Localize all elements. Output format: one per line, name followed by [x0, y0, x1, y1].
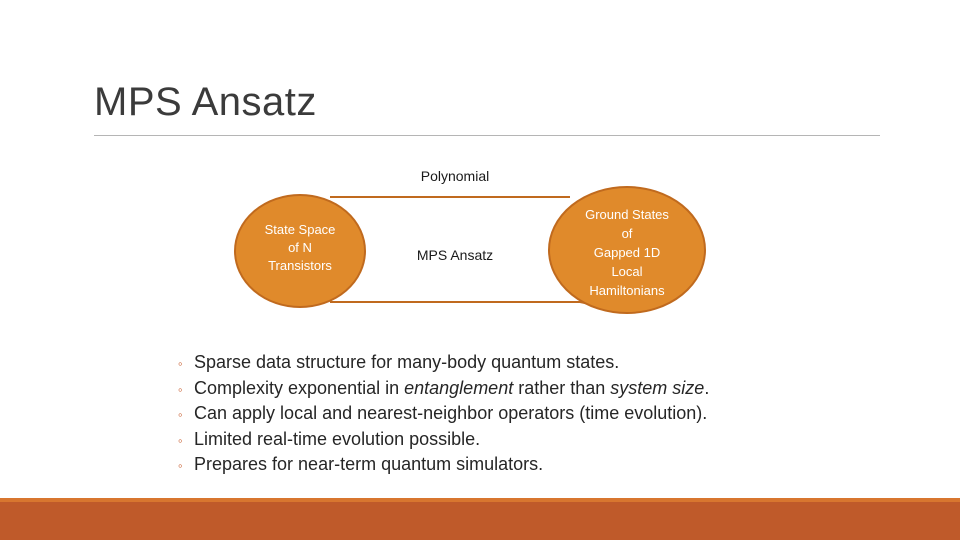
right-circle-line: Local	[611, 264, 643, 279]
bullet-item	[178, 427, 709, 453]
slide-title: MPS Ansatz	[94, 80, 317, 124]
bullet-marker-icon: ◦	[178, 407, 183, 422]
bullet-item	[178, 350, 709, 376]
left-circle-line: Transistors	[268, 258, 332, 273]
bullet-marker-icon: ◦	[178, 458, 183, 473]
bullet-text-prefix: Complexity exponential in	[194, 377, 405, 398]
right-circle-line: of	[621, 226, 633, 241]
bullet-text: Limited real-time evolution possible.	[194, 428, 481, 449]
right-circle-line: Hamiltonians	[589, 283, 665, 298]
bullet-list	[178, 350, 709, 478]
connector-bottom	[330, 302, 628, 312]
bullet-marker-icon: ◦	[178, 432, 183, 448]
bullet-item	[178, 401, 709, 427]
bullet-text-suffix: .	[704, 377, 710, 398]
left-circle-line: of N	[288, 240, 312, 255]
bullet-marker-icon: ◦	[178, 356, 183, 371]
mps-ansatz-label: MPS Ansatz	[416, 247, 494, 263]
bullet-text-middle: rather than	[513, 377, 611, 398]
right-circle-label	[562, 205, 692, 300]
left-circle-label	[240, 221, 360, 275]
left-circle-line: State Space	[264, 222, 336, 237]
bullet-text: Prepares for near-term quantum simulators.	[194, 454, 544, 474]
right-circle-line: Ground States	[585, 207, 669, 222]
right-circle-line: Gapped 1D	[593, 245, 661, 260]
footer-accent-strip	[0, 498, 960, 502]
bullet-emphasis: system size	[610, 377, 705, 398]
bullet-item	[178, 452, 709, 478]
footer-bar	[0, 498, 960, 540]
bullet-emphasis: entanglement	[404, 377, 514, 398]
polynomial-label: Polynomial	[420, 168, 490, 184]
bullet-text: Can apply local and nearest-neighbor operators (time evolution).	[194, 403, 708, 423]
bullet-marker-icon: ◦	[178, 381, 183, 397]
bullet-item	[178, 376, 709, 402]
bullet-text: Sparse data structure for many-body quantum states.	[194, 352, 620, 372]
